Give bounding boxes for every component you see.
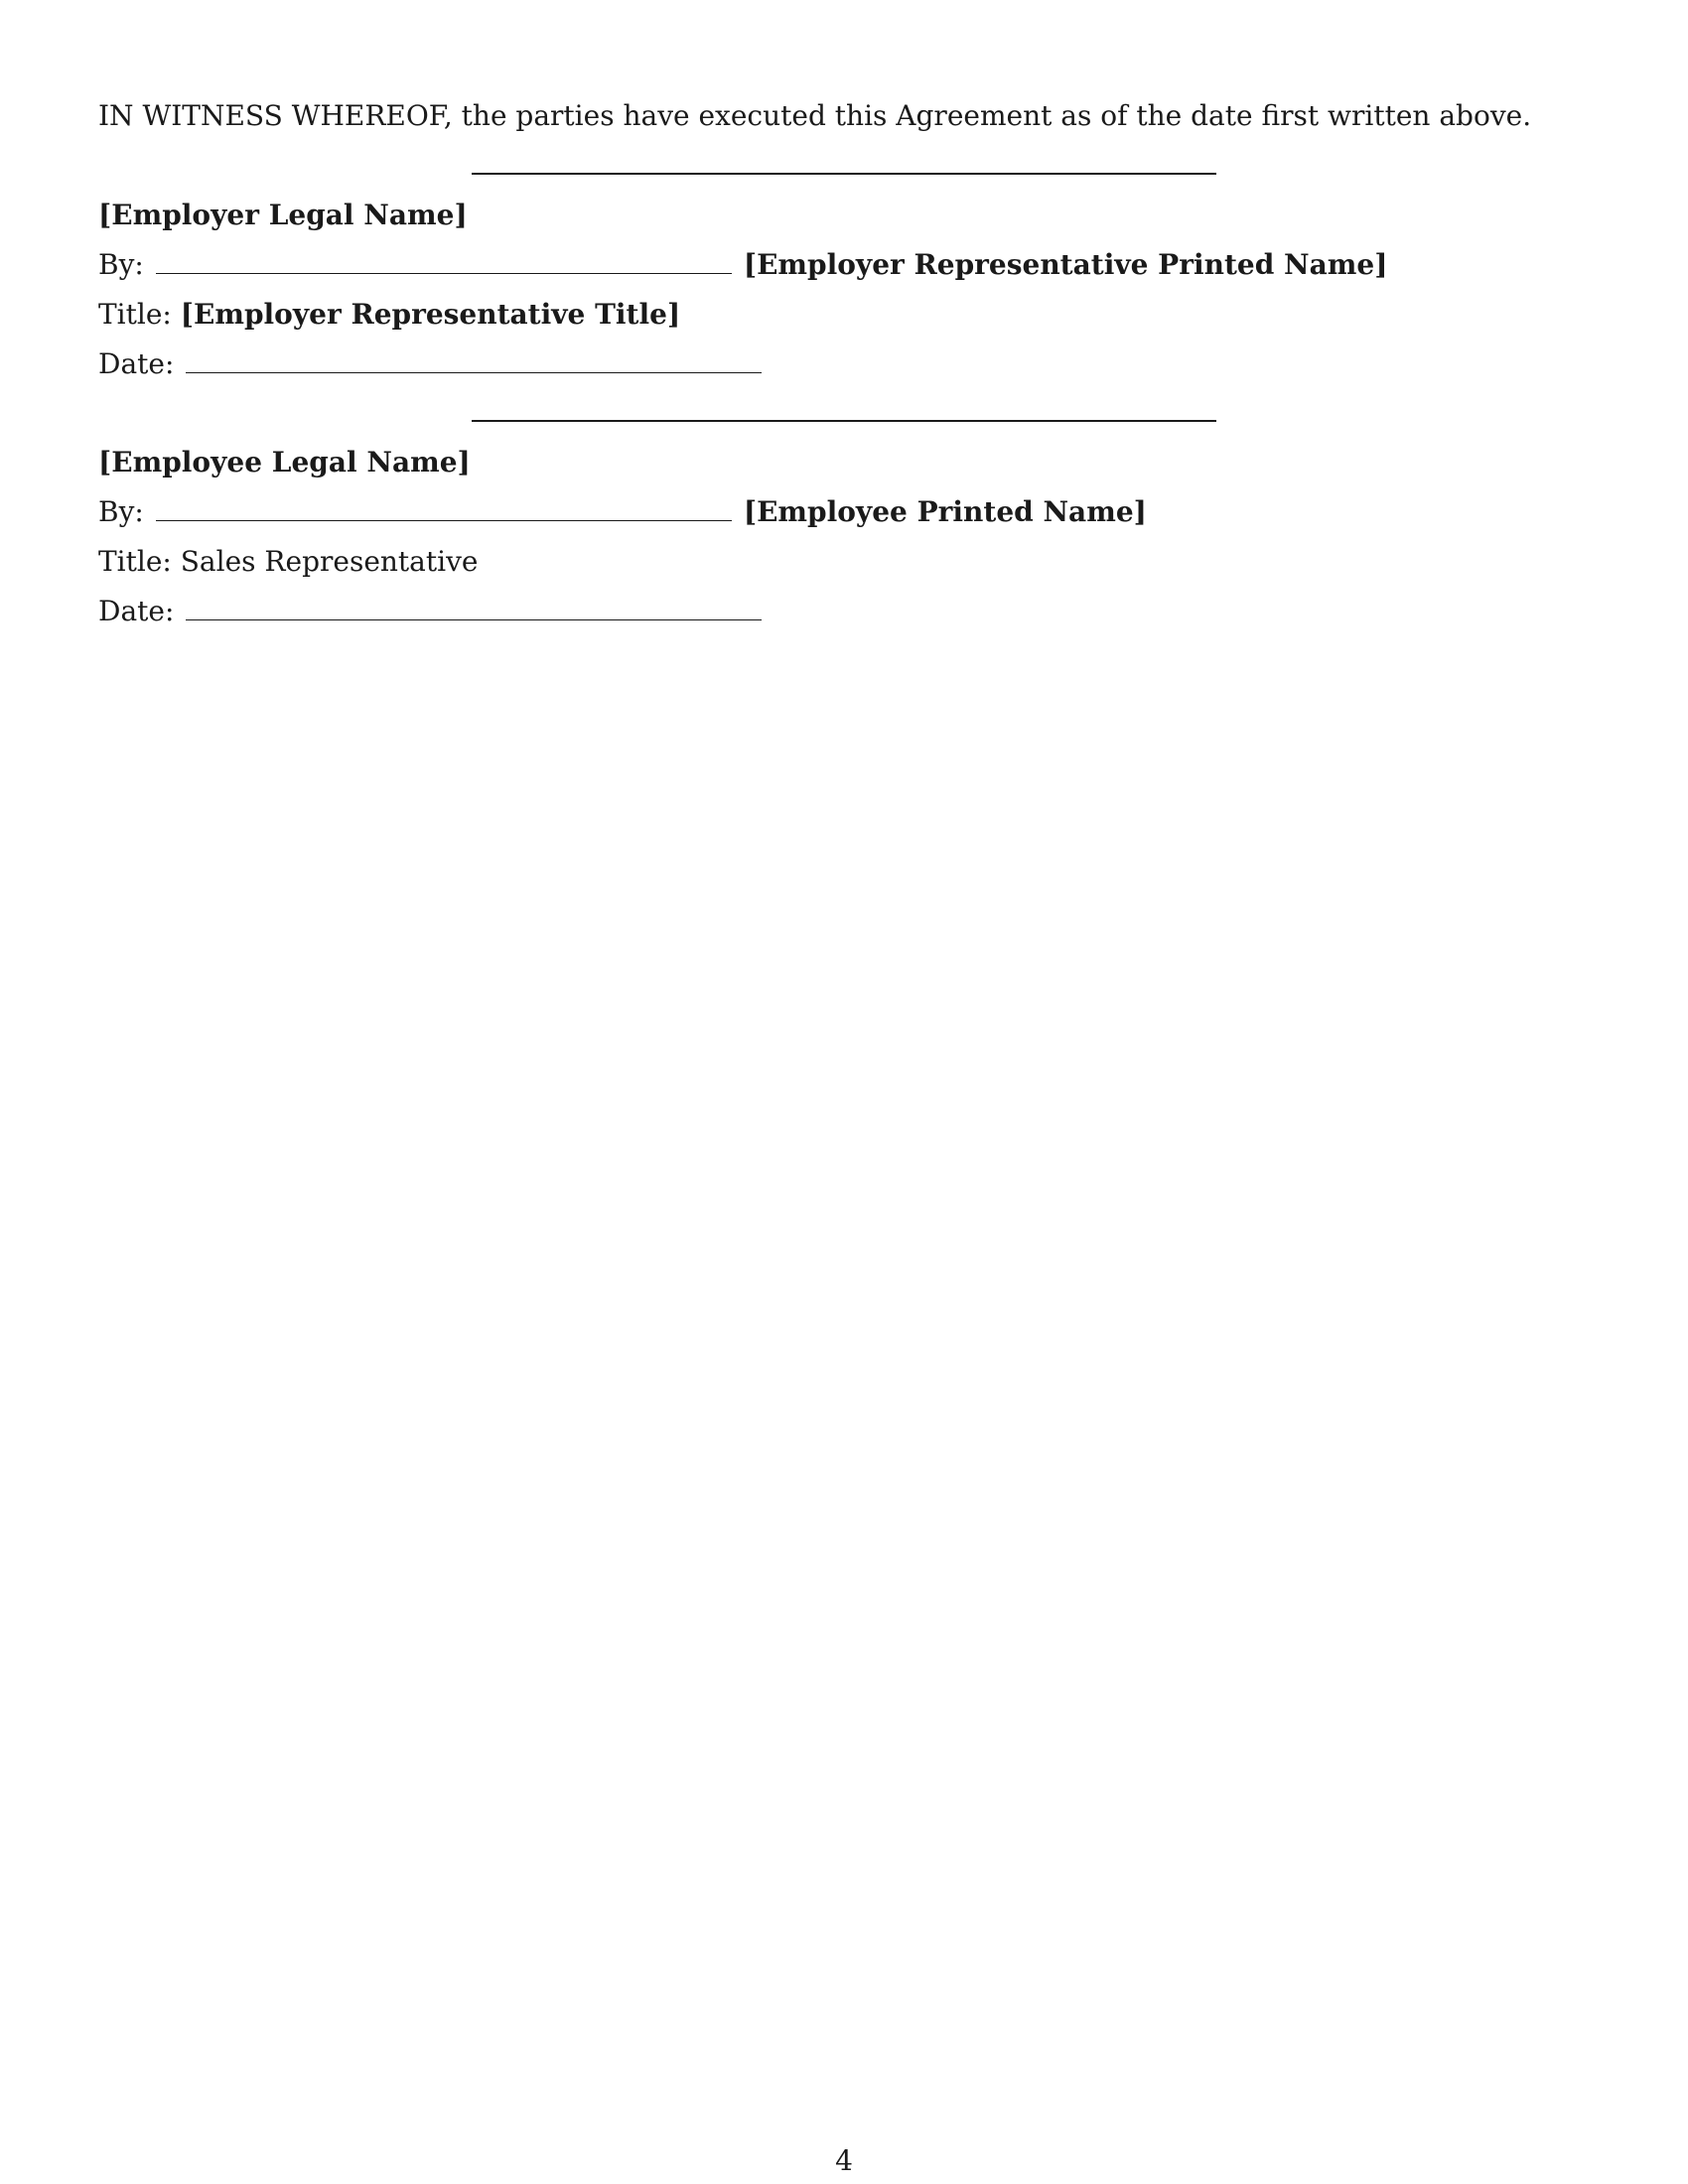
employer-date-line[interactable]	[186, 352, 762, 373]
employee-legal-name: [Employee Legal Name]	[98, 446, 471, 478]
employee-section-divider	[472, 420, 1216, 422]
employer-date-label: Date:	[98, 347, 175, 380]
employer-by-label: By:	[98, 248, 144, 281]
employer-date-row	[98, 347, 762, 381]
employee-date-row	[98, 595, 762, 628]
employer-rep-title: [Employer Representative Title]	[180, 298, 681, 331]
employee-date-line[interactable]	[186, 600, 762, 620]
employee-by-label: By:	[98, 495, 144, 528]
page-number: 4	[835, 2144, 853, 2177]
employer-signature-row	[98, 248, 1387, 282]
employer-signature-line[interactable]	[156, 253, 732, 274]
employer-section-divider	[472, 173, 1216, 175]
employer-title-row	[98, 298, 680, 332]
employee-signature-row	[98, 495, 1147, 529]
employer-title-label: Title:	[98, 298, 172, 331]
employee-signature-line[interactable]	[156, 500, 732, 521]
employee-date-label: Date:	[98, 595, 175, 627]
employee-printed-name: [Employee Printed Name]	[743, 495, 1147, 528]
employee-title: Sales Representative	[180, 545, 479, 578]
employer-legal-name: [Employer Legal Name]	[98, 199, 468, 231]
witness-clause: IN WITNESS WHEREOF, the parties have executed this Agreement as of the date first written above.	[98, 99, 1532, 132]
employee-title-row	[98, 545, 478, 579]
employee-title-label: Title:	[98, 545, 172, 578]
employer-rep-printed-name: [Employer Representative Printed Name]	[743, 248, 1388, 281]
